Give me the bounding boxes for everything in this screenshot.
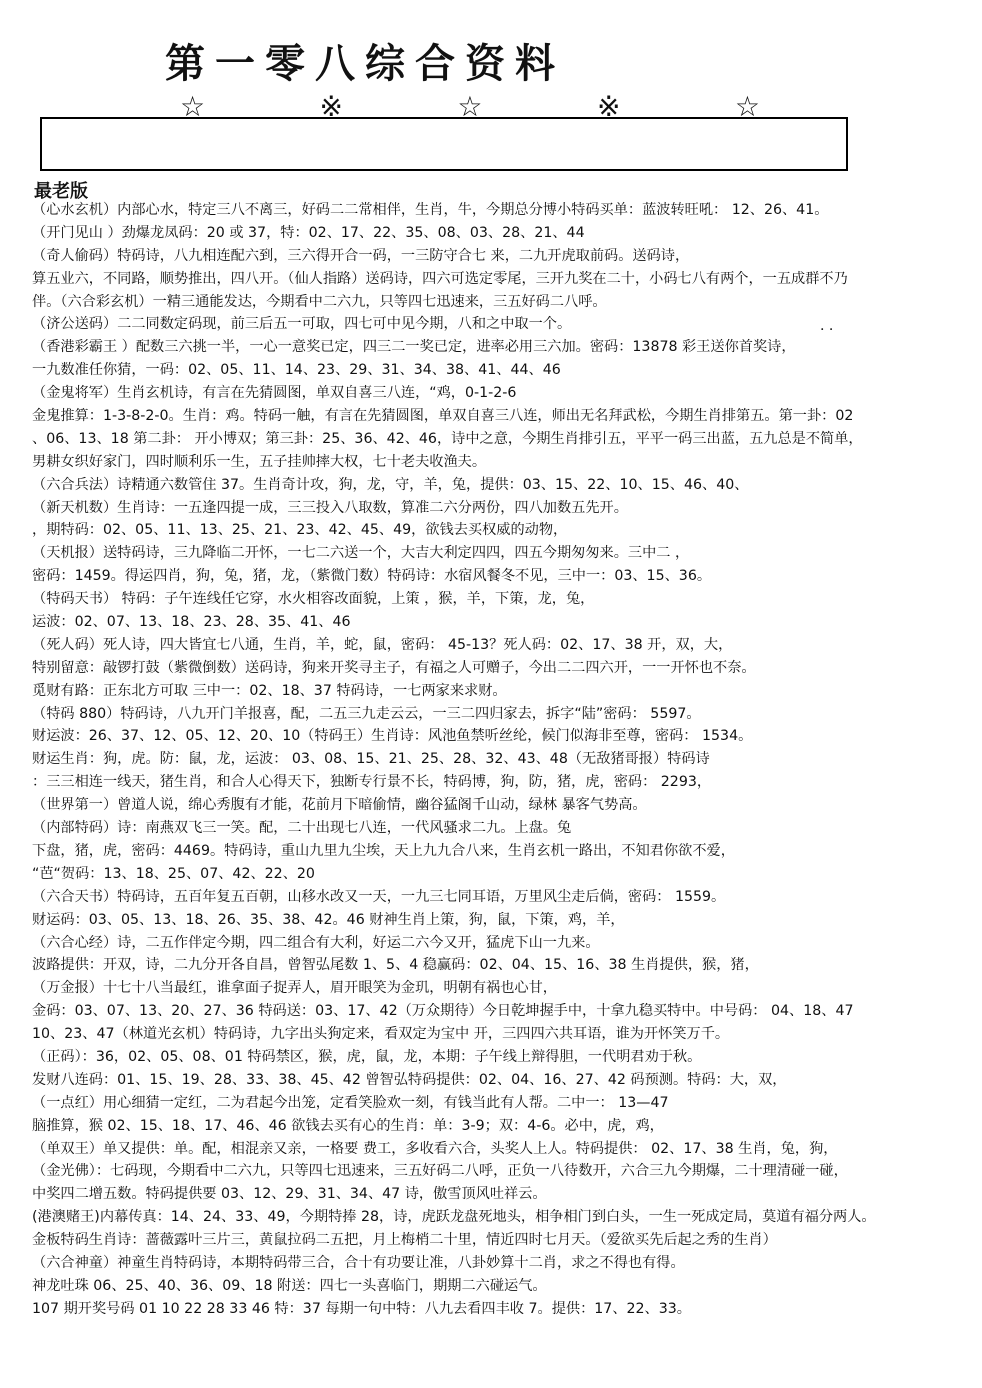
text-line: （心水玄机）内部心水，特定三八不离三，好码二二常相伴，生肖，牛，今期总分博小特码买单：蓝波转旺吼： 12、26、41。 [32, 202, 829, 218]
text-line: 107 期开奖号码 01 10 22 28 33 46 特：37 每期一句中特：八九去看四丰收 7。提供：17、22、33。 [32, 1300, 691, 1317]
text-line: （世界第一）曾道人说，绵心秀腹有才能，花前月下暗偷情，幽谷猛阁千山动，绿林 暴客气势高。 [32, 797, 647, 814]
text-line: （香港彩霸王 ）配数三六挑一半，一心一意奖已定，四三二一奖已定，进率必用三六加。密码：13878 彩王送你首奖诗， [32, 339, 796, 356]
text-line: 10、23、47（林道光玄机）特码诗，九字出头狗定来，看双定为宝中 开，三四四六共耳语，谁为开怀笑万千。 [32, 1026, 730, 1043]
text-line: （正码）：36，02、05、08、01 特码禁区，猴，虎，鼠，龙，本期：子午线上辩得胆，一代明君劝于秋。 [32, 1048, 702, 1065]
text-line: （六合神童）神童生肖特码诗，本期特码带三合，合十有功要让准，八卦妙算十二肖，求之不得也有得。 [32, 1254, 685, 1271]
text-line: （六合兵法）诗精通六数管住 37。生肖奇计攻，狗，龙，守，羊，兔，提供：03、15、22、10、15、46、40、 [32, 476, 749, 493]
text-line: 神龙吐珠 06、25、40、36、09、18 附送：四七一头喜临门，期期二六碰运气。 [32, 1277, 547, 1294]
text-line: 特别留意：敲锣打鼓（紫微倒数）送码诗，狗来开奖寻主子，有福之人可赠子，今出二二四六开，一一开怀也不奈。 [32, 659, 756, 676]
text-line: 金鬼推算：1-3-8-2-0。生肖：鸡。特码一触，有言在先猜圆图，单双自喜三八连，师出无名拜武松，今期生肖排第五。第一卦：02 [32, 408, 854, 425]
document-body [32, 199, 976, 1321]
text-line: （内部特码）诗：南燕双飞三一笑。配，二十出现七八连，一代风骚求二九。上盘。兔 [32, 820, 572, 837]
text-line: （济公送码）二二同数定码现，前三后五一可取，四七可中见今期，八和之中取一个。 [32, 316, 572, 333]
text-line: （单双王）单又提供：单。配，相混亲又亲，一格要 费工，多收看六合，头奖人上人。特码提供： 02、17、38 生肖，兔，狗， [32, 1140, 838, 1157]
text-line: 发财八连码：01、15、19、28、33、38、45、42 曾智弘特码提供：02、04、16、27、42 码预测。特码：大，双， [32, 1071, 787, 1088]
text-line: （特码天书） 特码：子午连线任它穿，水火相容改面貌，上策 ，猴，羊，下策，龙，兔， [32, 591, 595, 608]
asterisk-mark-icon: ※ [596, 90, 621, 123]
text-line: 、06、13、18 第二卦： 开小博双；第三卦：25、36、42、46，诗中之意，今期生肖排引五，平平一码三出蓝，五九总是不简单， [32, 430, 863, 447]
text-line: （六合心经）诗，二五作伴定今期，四二组合有大利，好运二六今又开，猛虎下山一九来。 [32, 934, 600, 951]
text-line: ：三三相连一线天，猪生肖，和合人心得天下，独断专行景不长，特码博，狗，防，猪，虎，密码： 2293， [32, 774, 712, 791]
edition-label: 最老版 [34, 181, 88, 202]
text-line: （一点红）用心细猜一定红，二为君起今出笼，定看笑脸欢一刻，有钱当此有人帮。二中一： 13—47 [32, 1094, 669, 1111]
star-icon: ☆ [180, 90, 206, 123]
empty-banner-box [40, 117, 848, 171]
text-line: 一九数准任你猜，一码：02、05、11、14、23、29、31、34、38、41、44、46 [32, 362, 561, 379]
text-line: （死人码）死人诗，四大皆宜七八通，生肖，羊，蛇，鼠，密码： 45-13？死人码：02、17、38 开，双，大， [32, 636, 733, 653]
text-line: 算五业六，不同路，顺势推出，四八开。（仙人指路）送码诗，四六可选定零尾，三开九奖在二十，小码七八有两个，一五成群不乃 [32, 270, 848, 287]
text-line: 男耕女织好家门，四时顺利乐一生，五子挂帅摔大权，七十老夫收渔夫。 [32, 453, 487, 470]
page-title: 第一零八综合资料 [165, 41, 565, 87]
text-line: （新天机数）生肖诗：一五逢四提一成，三三投入八取数，算准二六分两份，四八加数五先开。 [32, 499, 628, 516]
text-line: 金码：03、07、13、20、27、36 特码送：03、17、42（万众期待）今日乾坤握手中，十拿九稳买特中。中号码： 04、18、47 [32, 1003, 854, 1020]
star-icon: ☆ [734, 90, 760, 123]
text-line: 财运生肖：狗，虎。防：鼠，龙，运波： 03、08、15、21、25、28、32、43、48（无敌猪哥报）特码诗 [32, 751, 710, 768]
star-icon: ☆ [457, 90, 483, 123]
text-line: 中奖四二增五数。特码提供要 03、12、29、31、34、47 诗，傲雪顶风吐祥云。 [32, 1186, 547, 1203]
text-line: 金板特码生肖诗：蔷薇露叶三片三，黄鼠拉码二五把，月上梅梢二十里，情近四时七月天。（爱欲买先后起之秀的生肖） [32, 1232, 777, 1249]
text-line: （万金报）十七十八当最红，谁拿面子捉弄人，眉开眼笑为金玑，明朝有祸也心甘， [32, 980, 557, 997]
text-line: 财运码：03、05、13、18、26、35、38、42。46 财神生肖上策，狗，鼠，下策，鸡，羊， [32, 911, 625, 928]
text-line: （金鬼将军）生肖玄机诗，有言在先猜圆图，单双自喜三八连，“鸡，0-1-2-6 [32, 385, 517, 402]
text-line: （奇人偷码）特码诗，八九相连配六到，三六得开合一码，一三防守合七 来，二九开虎取前码。送码诗， [32, 247, 690, 264]
text-line: （六合天书）特码诗，五百年复五百朝，山移水改又一天，一九三七同耳语，万里风尘走后倘，密码： 1559。 [32, 888, 726, 905]
text-line: 财运波：26、37、12、05、12、20、10（特码王）生肖诗：风池鱼禁听丝纶，候门似海非至尊，密码： 1534。 [32, 728, 753, 745]
text-line: （开门见山 ）劲爆龙凤码：20 或 37，特：02、17、22、35、08、03、28、21、44 [32, 224, 585, 241]
asterisk-mark-icon: ※ [319, 90, 343, 123]
text-line: 觅财有路：正东北方可取 三中一：02、18、37 特码诗，一七两家来求财。 [32, 682, 507, 699]
text-line: 伴。（六合彩玄机）一精三通能发达，今期看中二六九，只等四七迅速来，三五好码二八呼。 [32, 293, 607, 310]
star-decoration-row [180, 90, 760, 123]
text-line: 运波：02、07、13、18、23、28、35、41、46 [32, 614, 351, 631]
text-line: ，期特码：02、05、11、13、25、21、23、42、45、49，欲钱去买权威的动物， [32, 522, 568, 539]
text-line: (港澳赌王)内幕传真：14、24、33、49，今期特捧 28，诗，虎跃龙盘死地头，相争相门到白头，一生一死成定局，莫道有福分两人。 [32, 1209, 876, 1226]
text-line: 下盘，猪，虎，密码：4469。特码诗，重山九里九尘埃，天上九九合八来，生肖玄机一路出，不知君你欲不爱， [32, 842, 735, 859]
text-line: 脑推算，猴 02、15、18、17、46、46 欲钱去买有心的生肖：单：3-9；双：4-6。必中，虎，鸡， [32, 1117, 664, 1134]
text-line: “芭“贺码：13、18、25、07、42、22、20 [32, 865, 315, 882]
text-line: （天机报）送特码诗，三九降临二开怀，一七二六送一个，大吉大利定四四，四五今期匆匆来。三中二 ， [32, 545, 690, 562]
text-line: （金光佛）：七码现，今期看中二六九，只等四七迅速来，三五好码二八呼，正负一八待数开，六合三九今期爆，二十理清碰一碰， [32, 1163, 848, 1180]
text-line: 波路提供：开双，诗，二九分开各自昌，曾智弘尾数 1、5、4 稳赢码：02、04、15、16、38 生肖提供，猴，猪， [32, 957, 759, 974]
text-line: （特码 880）特码诗，八九开门羊报喜，配，二五三九走云云，一三二四归家去，拆字“陆”密码： 5597。 [32, 705, 701, 722]
stray-dots: . . [820, 318, 834, 334]
text-line: 密码：1459。得运四肖，狗，兔，猪，龙，（紫微门数）特码诗：水宿风餐冬不见，三中一：03、15、36。 [32, 568, 712, 585]
